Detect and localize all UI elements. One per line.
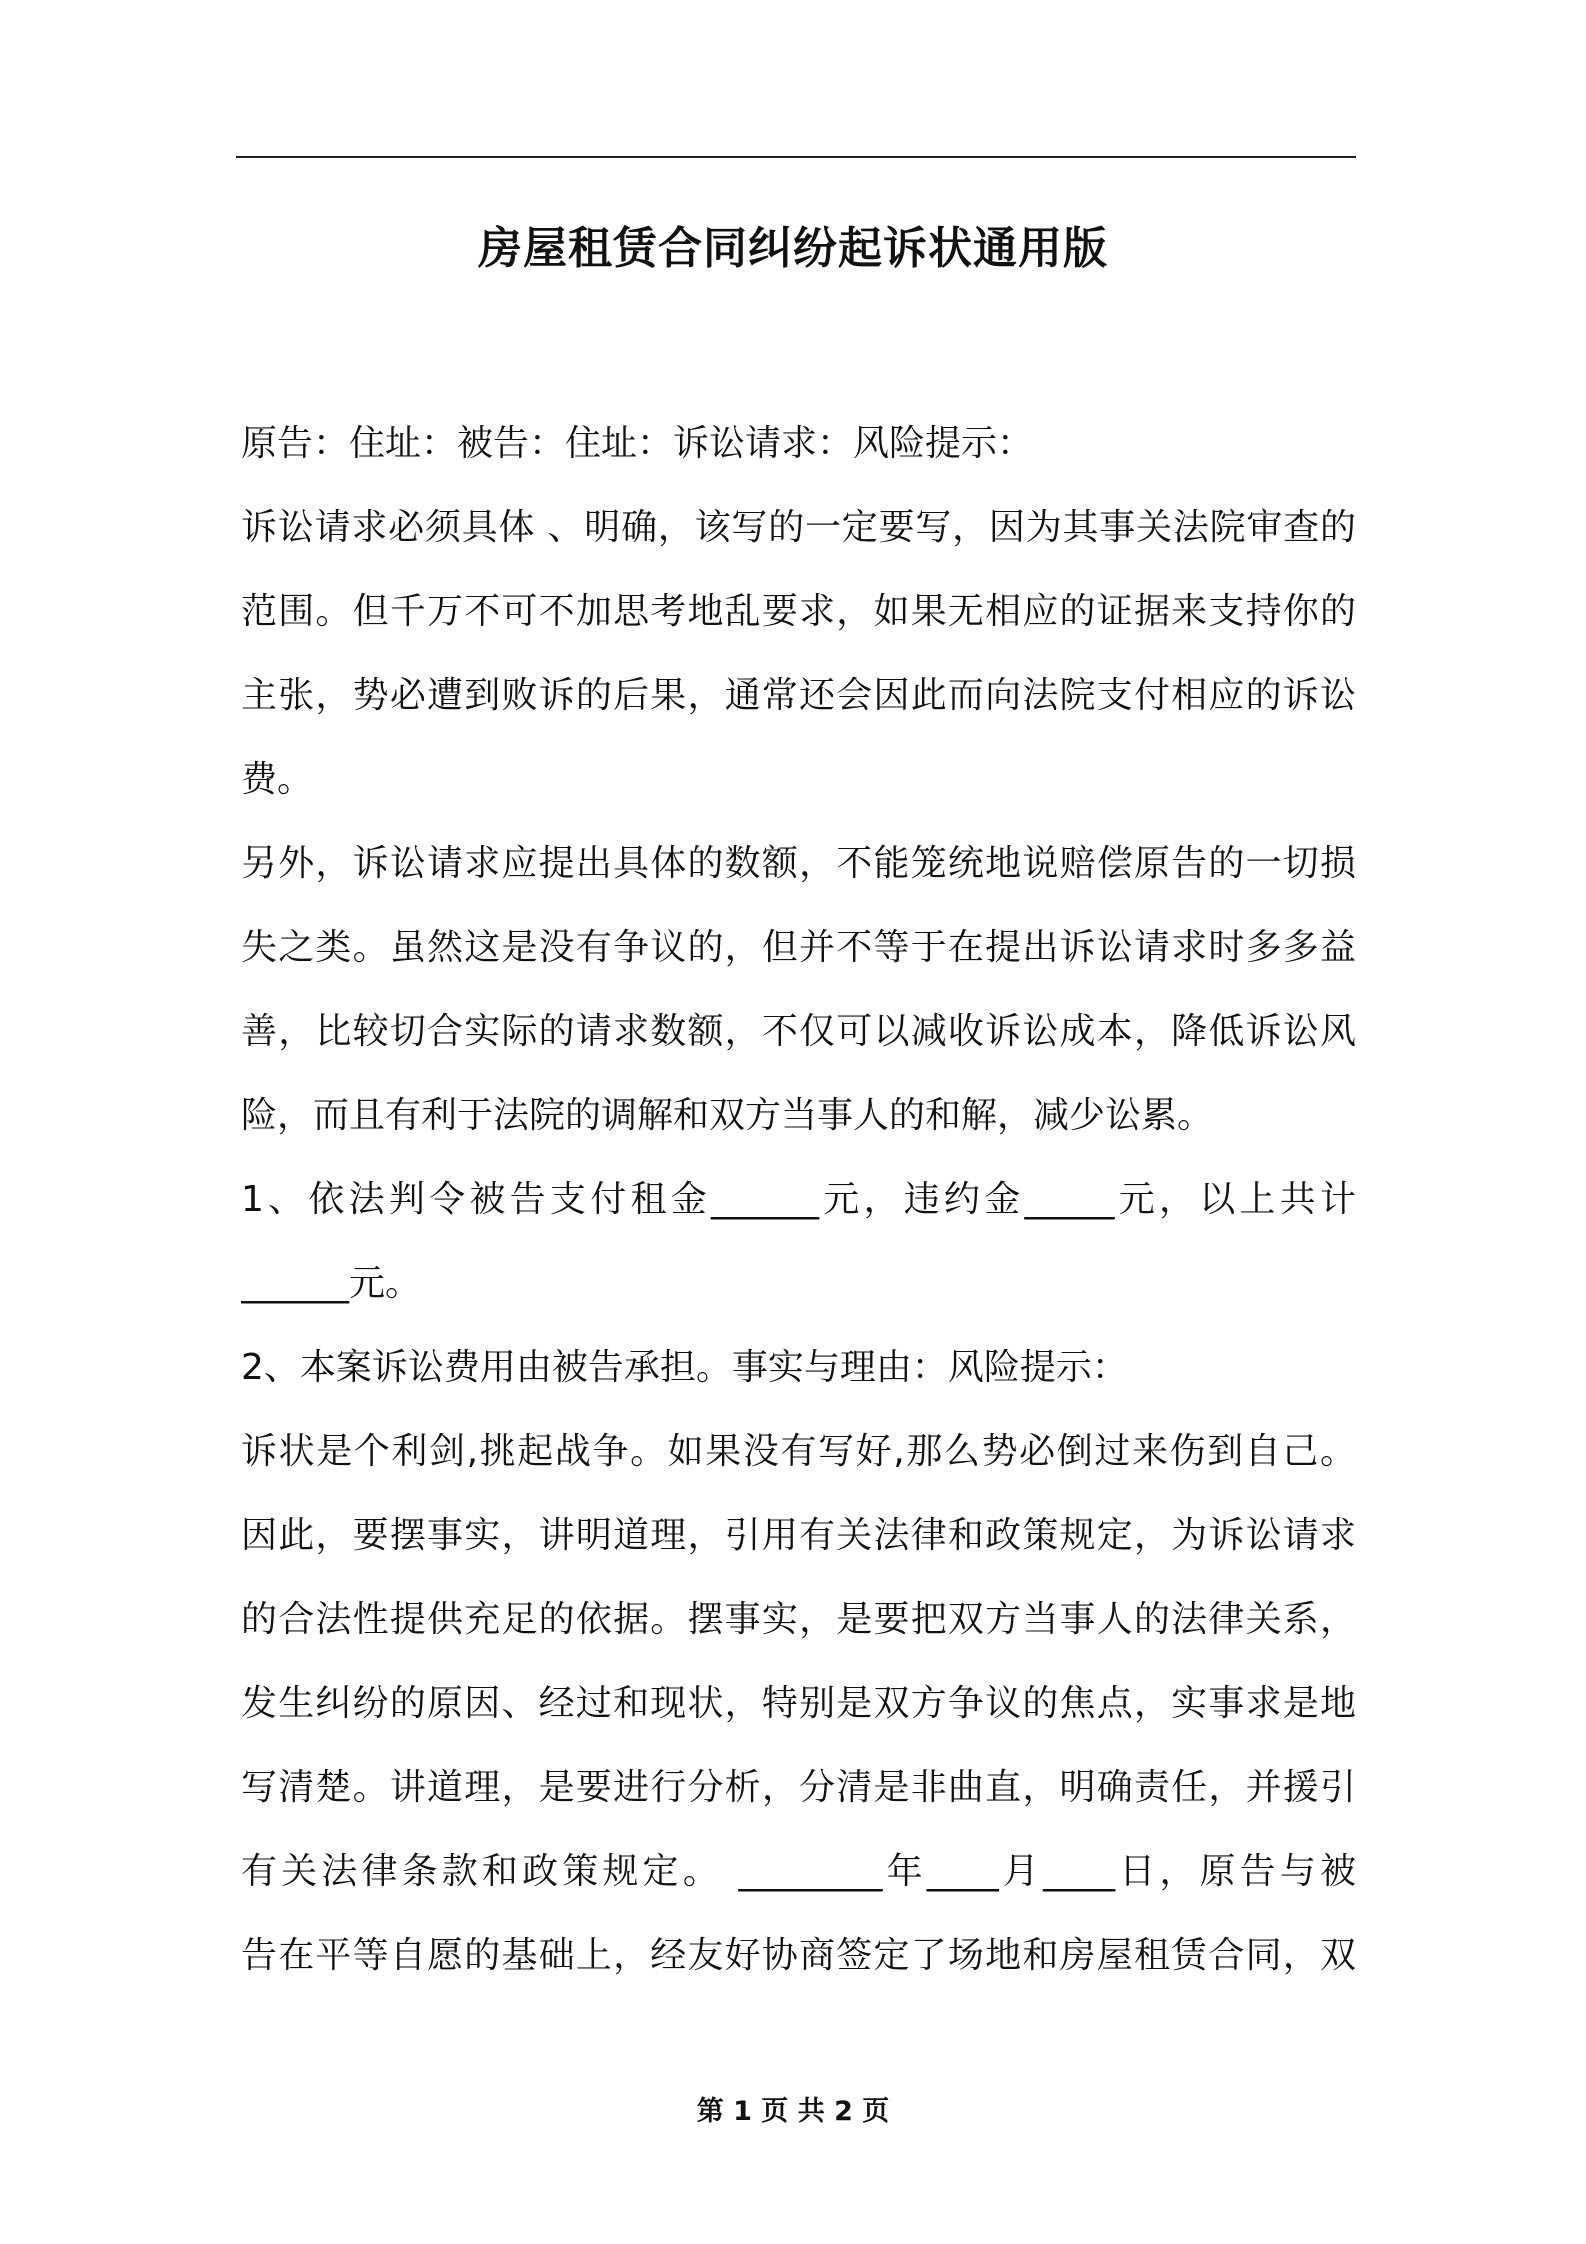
body-line: 另外，诉讼请求应提出具体的数额，不能笼统地说赔偿原告的一切损 [241,843,1356,884]
body-line: 1、依法判令被告支付租金______元，违约金_____元，以上共计 [241,1179,1356,1220]
body-line: 险，而且有利于法院的调解和双方当事人的和解，减少讼累。 [241,1095,1214,1136]
body-line: 写清楚。讲道理，是要进行分析，分清是非曲直，明确责任，并援引 [241,1767,1356,1808]
document-body [241,402,1356,1998]
body-line: 2、本案诉讼费用由被告承担。事实与理由：风险提示： [241,1347,1128,1388]
body-line: 有关法律条款和政策规定。 ________年____月____日，原告与被 [241,1851,1356,1892]
body-line: 主张，势必遭到败诉的后果，通常还会因此而向法院支付相应的诉讼 [241,675,1356,716]
body-line: 失之类。虽然这是没有争议的，但并不等于在提出诉讼请求时多多益 [241,927,1356,968]
body-line: 发生纠纷的原因、经过和现状，特别是双方争议的焦点，实事求是地 [241,1683,1356,1724]
body-line: ______元。 [241,1263,422,1304]
body-line: 善，比较切合实际的请求数额，不仅可以减收诉讼成本，降低诉讼风 [241,1011,1356,1052]
body-line: 范围。但千万不可不加思考地乱要求，如果无相应的证据来支持你的 [241,591,1356,632]
body-line: 的合法性提供充足的依据。摆事实，是要把双方当事人的法律关系， [241,1599,1356,1640]
body-line: 费。 [241,759,314,800]
header-rule [236,156,1356,158]
body-line: 告在平等自愿的基础上，经友好协商签定了场地和房屋租赁合同，双 [241,1935,1356,1976]
body-line: 诉讼请求必须具体 、明确，该写的一定要写，因为其事关法院审查的 [241,507,1356,548]
body-line: 因此，要摆事实，讲明道理，引用有关法律和政策规定，为诉讼请求 [241,1515,1356,1556]
body-line: 原告：住址：被告：住址：诉讼请求：风险提示： [241,423,1034,464]
page-number-footer: 第 1 页 共 2 页 [696,2096,890,2127]
body-line: 诉状是个利剑,挑起战争。如果没有写好,那么势必倒过来伤到自己。 [241,1431,1356,1472]
document-title: 房屋租赁合同纠纷起诉状通用版 [478,223,1108,274]
